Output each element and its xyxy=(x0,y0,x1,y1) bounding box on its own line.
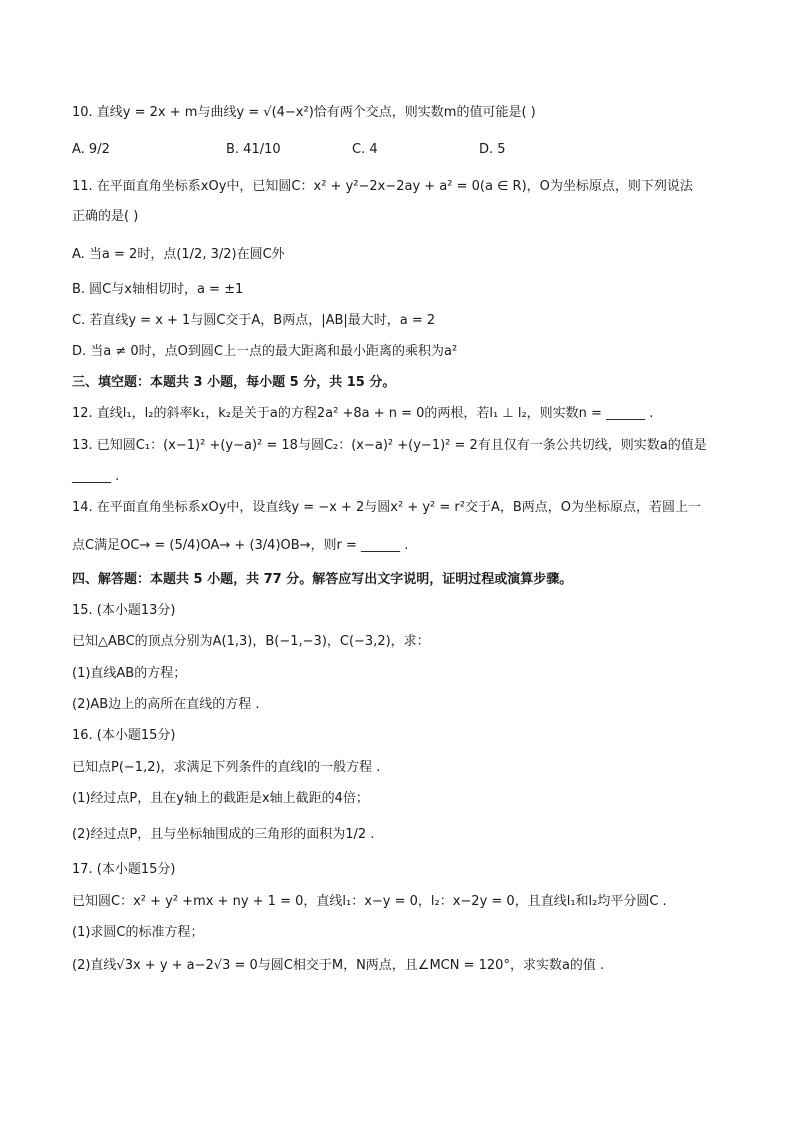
q15-header: 15. (本小题13分) xyxy=(72,603,176,618)
section-3-heading: 三、填空题：本题共 3 小题，每小题 5 分，共 15 分。 xyxy=(72,375,396,390)
q15-stem: 已知△ABC的顶点分别为A(1,3)，B(−1,−3)，C(−3,2)，求： xyxy=(72,634,430,649)
q15-part-2: (2)AB边上的高所在直线的方程 . xyxy=(72,697,260,712)
q11-option-b: B. 圆C与x轴相切时，a = ±1 xyxy=(72,282,244,297)
q11-stem-line2: 正确的是( ) xyxy=(72,209,139,224)
q17-stem: 已知圆C：x² + y² +mx + ny + 1 = 0，直线l₁：x−y = 0，l₂：x−2y = 0，且直线l₁和l₂均平分圆C . xyxy=(72,894,667,909)
q17-part-1: (1)求圆C的标准方程； xyxy=(72,925,204,940)
q10-option-a: A. 9/2 xyxy=(72,142,110,157)
q15-part-1: (1)直线AB的方程； xyxy=(72,666,187,681)
q12-stem: 12. 直线l₁，l₂的斜率k₁，k₂是关于a的方程2a² +8a + n = 0的两根，若l₁ ⊥ l₂，则实数n = ______ . xyxy=(72,406,654,421)
section-4-heading: 四、解答题：本题共 5 小题，共 77 分。解答应写出文字说明，证明过程或演算步骤。 xyxy=(72,572,573,587)
q16-part-2: (2)经过点P，且与坐标轴围成的三角形的面积为1/2 . xyxy=(72,827,375,842)
q14-stem-line1: 14. 在平面直角坐标系xOy中，设直线y = −x + 2与圆x² + y² = r²交于A，B两点，O为坐标原点，若圆上一 xyxy=(72,500,702,515)
q13-stem-line2: ______ . xyxy=(72,469,120,484)
q16-header: 16. (本小题15分) xyxy=(72,728,176,743)
q10-option-d: D. 5 xyxy=(479,142,506,157)
q13-stem-line1: 13. 已知圆C₁：(x−1)² +(y−a)² = 18与圆C₂：(x−a)² +(y−1)² = 2有且仅有一条公共切线，则实数a的值是 xyxy=(72,438,707,453)
q11-stem-line1: 11. 在平面直角坐标系xOy中，已知圆C：x² + y²−2x−2ay + a² = 0(a ∈ R)，O为坐标原点，则下列说法 xyxy=(72,179,693,194)
q17-header: 17. (本小题15分) xyxy=(72,862,176,877)
q11-option-a: A. 当a = 2时，点(1/2, 3/2)在圆C外 xyxy=(72,247,285,262)
q17-part-2: (2)直线√3x + y + a−2√3 = 0与圆C相交于M，N两点，且∠MCN = 120°，求实数a的值 . xyxy=(72,958,605,973)
q10-stem: 10. 直线y = 2x + m与曲线y = √(4−x²)恰有两个交点，则实数m的值可能是( ) xyxy=(72,105,536,120)
q11-option-d: D. 当a ≠ 0时，点O到圆C上一点的最大距离和最小距离的乘积为a² xyxy=(72,344,458,359)
q10-option-c: C. 4 xyxy=(352,142,378,157)
q16-stem: 已知点P(−1,2)，求满足下列条件的直线l的一般方程 . xyxy=(72,760,381,775)
q16-part-1: (1)经过点P，且在y轴上的截距是x轴上截距的4倍； xyxy=(72,791,369,806)
q10-option-b: B. 41/10 xyxy=(226,142,281,157)
q14-stem-line2: 点C满足OC→ = (5/4)OA→ + (3/4)OB→，则r = ______ . xyxy=(72,538,409,553)
q11-option-c: C. 若直线y = x + 1与圆C交于A，B两点，|AB|最大时，a = 2 xyxy=(72,313,436,328)
